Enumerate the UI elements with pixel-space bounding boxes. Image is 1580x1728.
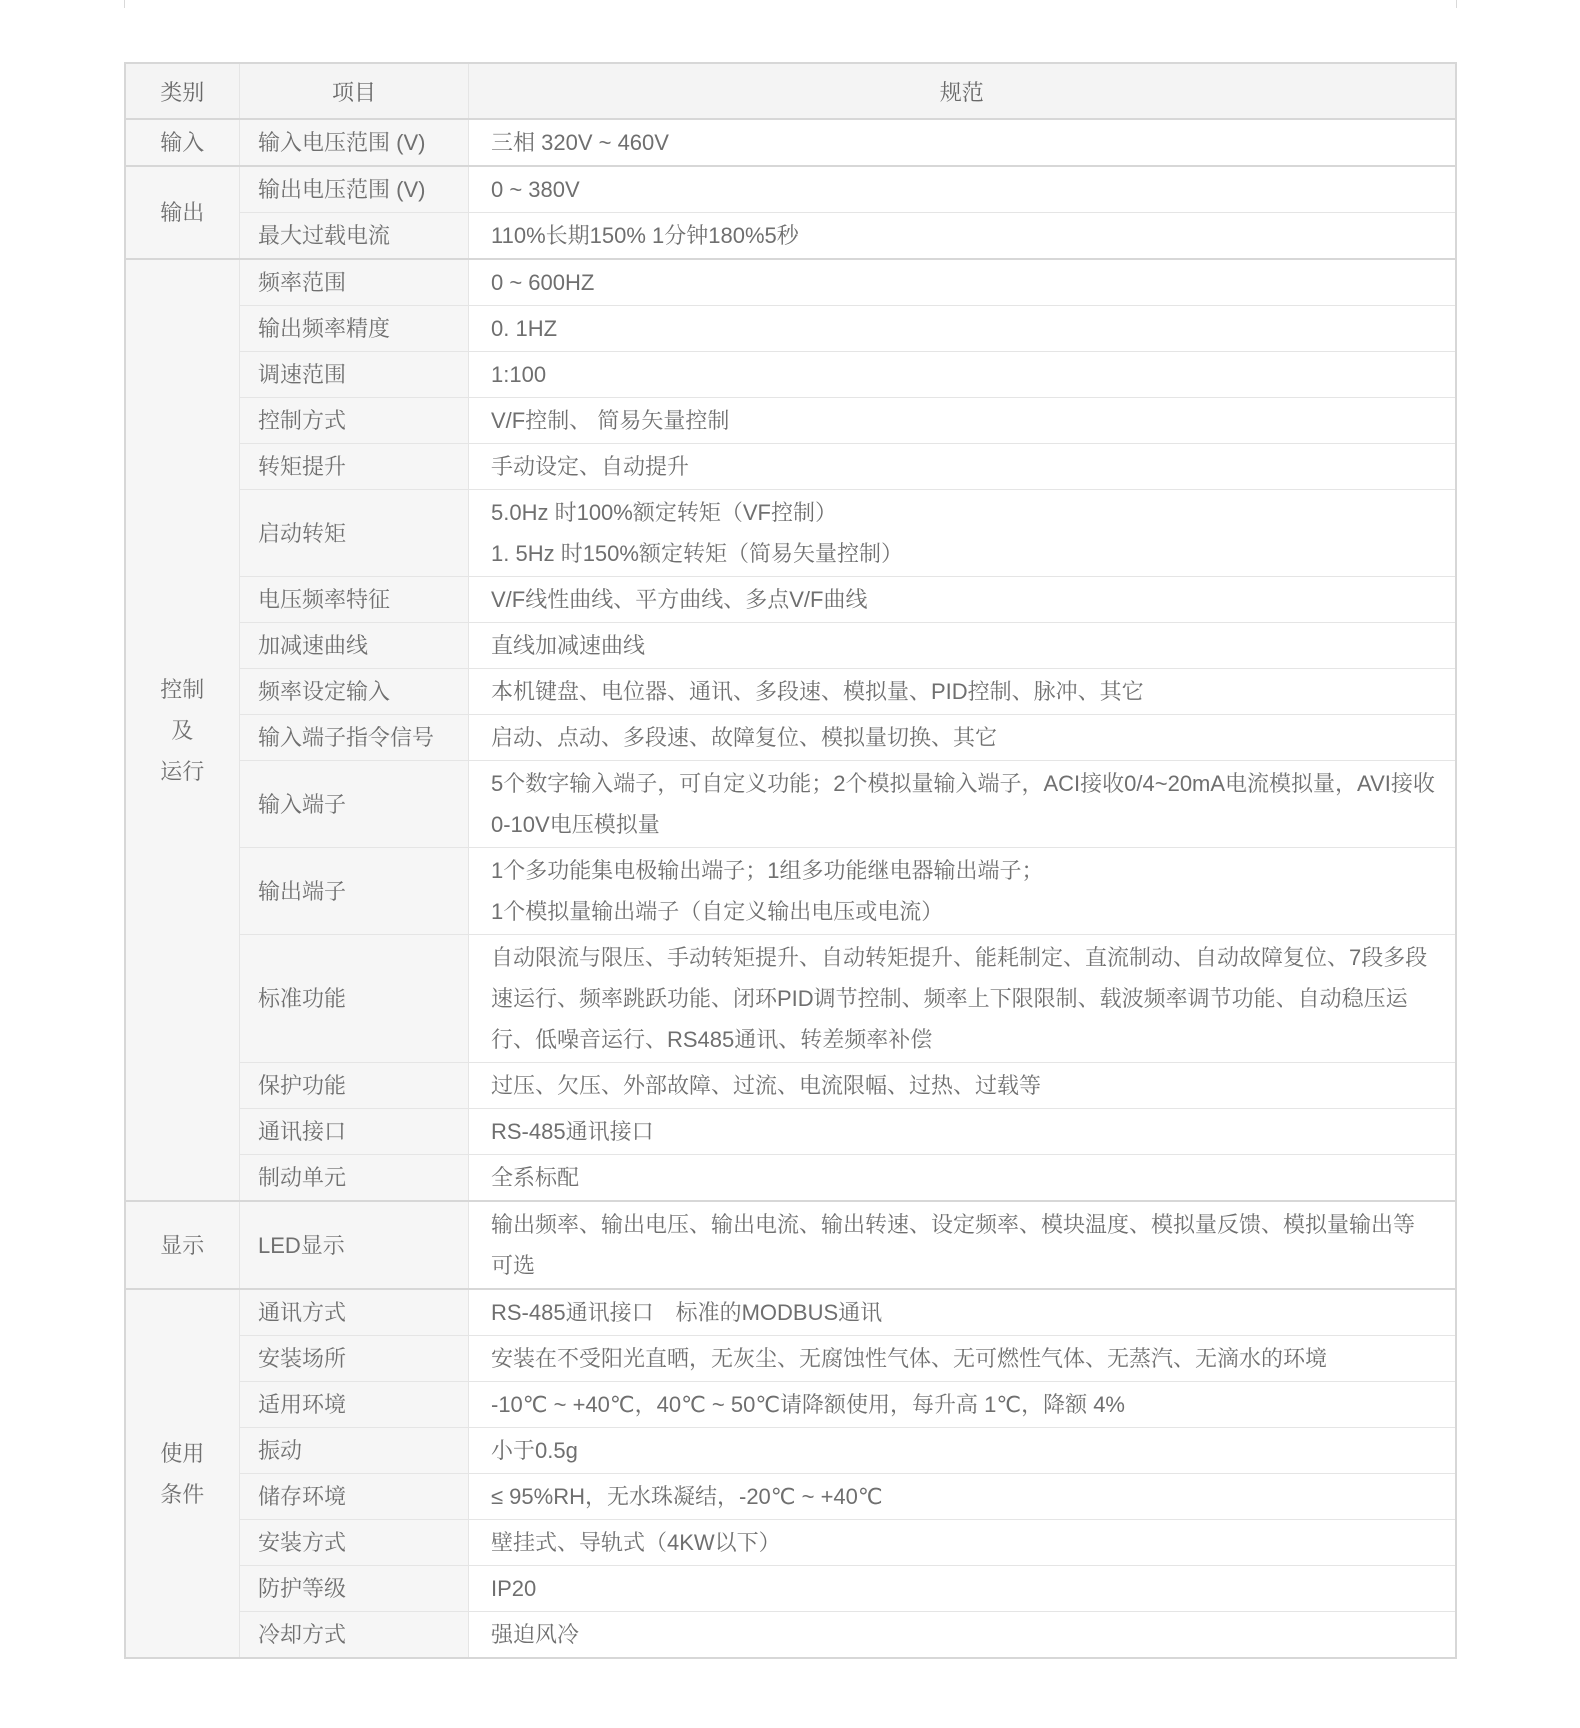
spec-cell bbox=[469, 490, 1456, 577]
spec-row bbox=[125, 444, 1456, 490]
spec-row bbox=[125, 306, 1456, 352]
spec-row bbox=[125, 1612, 1456, 1659]
spec-line: 1个模拟量输出端子（自定义输出电压或电流） bbox=[491, 899, 944, 924]
spec-row bbox=[125, 1566, 1456, 1612]
spec-row bbox=[125, 119, 1456, 166]
item-cell: 输入端子指令信号 bbox=[240, 715, 469, 761]
spec-row bbox=[125, 715, 1456, 761]
spec-cell bbox=[469, 761, 1456, 848]
spec-cell bbox=[469, 577, 1456, 623]
spec-row bbox=[125, 259, 1456, 306]
spec-cell bbox=[469, 1289, 1456, 1336]
item-cell: 通讯方式 bbox=[240, 1289, 469, 1336]
spec-cell bbox=[469, 1566, 1456, 1612]
item-cell: 振动 bbox=[240, 1428, 469, 1474]
spec-line: IP20 bbox=[491, 1576, 537, 1601]
spec-row bbox=[125, 1336, 1456, 1382]
spec-row bbox=[125, 1289, 1456, 1336]
spec-row bbox=[125, 669, 1456, 715]
item-cell: 加减速曲线 bbox=[240, 623, 469, 669]
spec-row bbox=[125, 1474, 1456, 1520]
spec-row bbox=[125, 623, 1456, 669]
category-line: 输出 bbox=[160, 200, 205, 225]
item-cell: 电压频率特征 bbox=[240, 577, 469, 623]
spec-cell bbox=[469, 119, 1456, 166]
header-cell-spec: 规范 bbox=[469, 63, 1456, 119]
spec-line: 强迫风冷 bbox=[491, 1622, 580, 1647]
spec-row bbox=[125, 577, 1456, 623]
item-cell: 频率范围 bbox=[240, 259, 469, 306]
item-cell: 安装方式 bbox=[240, 1520, 469, 1566]
spec-line: 1个多功能集电极输出端子；1组多功能继电器输出端子； bbox=[491, 858, 1044, 883]
spec-line: RS-485通讯接口 标准的MODBUS通讯 bbox=[491, 1300, 883, 1325]
spec-line: 0 ~ 380V bbox=[491, 177, 580, 202]
spec-row bbox=[125, 1155, 1456, 1202]
category-cell bbox=[125, 1201, 240, 1289]
spec-line: 启动、点动、多段速、故障复位、模拟量切换、其它 bbox=[491, 725, 998, 750]
spec-row bbox=[125, 490, 1456, 577]
spec-line: -10℃ ~ +40℃，40℃ ~ 50℃请降额使用，每升高 1℃，降额 4% bbox=[491, 1392, 1125, 1417]
spec-line: 三相 320V ~ 460V bbox=[491, 130, 669, 155]
category-line: 使用 bbox=[160, 1440, 205, 1466]
category-line: 运行 bbox=[160, 758, 205, 784]
item-cell: 输入电压范围 (V) bbox=[240, 119, 469, 166]
item-cell: 储存环境 bbox=[240, 1474, 469, 1520]
spec-line: V/F线性曲线、平方曲线、多点V/F曲线 bbox=[491, 587, 868, 612]
spec-row bbox=[125, 848, 1456, 935]
spec-line: 0 ~ 600HZ bbox=[491, 270, 595, 295]
spec-row bbox=[125, 1109, 1456, 1155]
category-line: 及 bbox=[171, 717, 194, 743]
item-cell: 输出电压范围 (V) bbox=[240, 166, 469, 213]
item-cell: 控制方式 bbox=[240, 398, 469, 444]
spec-row bbox=[125, 1520, 1456, 1566]
cropped-line-stub-left bbox=[124, 0, 125, 8]
spec-line: 自动限流与限压、手动转矩提升、自动转矩提升、能耗制定、直流制动、自动故障复位、7段多段速运行、频率跳跃功能、闭环PID调节控制、频率上下限限制、载波频率调节功能、自动稳压运行、低噪音运行、RS485通讯、转差频率补偿 bbox=[491, 945, 1428, 1052]
spec-cell bbox=[469, 213, 1456, 260]
category-line: 条件 bbox=[160, 1481, 205, 1507]
spec-line: 全系标配 bbox=[491, 1165, 580, 1190]
spec-cell bbox=[469, 1201, 1456, 1289]
spec-cell bbox=[469, 1382, 1456, 1428]
header-row bbox=[125, 63, 1456, 119]
category-cell bbox=[125, 259, 240, 1201]
spec-cell bbox=[469, 1109, 1456, 1155]
category-line: 显示 bbox=[160, 1232, 205, 1258]
spec-row bbox=[125, 352, 1456, 398]
spec-cell bbox=[469, 848, 1456, 935]
spec-line: 1:100 bbox=[491, 362, 547, 387]
spec-line: 安装在不受阳光直晒，无灰尘、无腐蚀性气体、无可燃性气体、无蒸汽、无滴水的环境 bbox=[491, 1346, 1328, 1371]
spec-cell bbox=[469, 1063, 1456, 1109]
spec-cell bbox=[469, 669, 1456, 715]
spec-cell bbox=[469, 306, 1456, 352]
spec-cell bbox=[469, 623, 1456, 669]
spec-cell bbox=[469, 1612, 1456, 1659]
category-line: 输入 bbox=[160, 130, 205, 155]
spec-cell bbox=[469, 352, 1456, 398]
header-cell-category: 类别 bbox=[125, 63, 240, 119]
spec-line: 过压、欠压、外部故障、过流、电流限幅、过热、过载等 bbox=[491, 1073, 1042, 1098]
item-cell: 制动单元 bbox=[240, 1155, 469, 1202]
item-cell: 调速范围 bbox=[240, 352, 469, 398]
spec-line: 输出频率、输出电压、输出电流、输出转速、设定频率、模块温度、模拟量反馈、模拟量输出等可选 bbox=[491, 1212, 1416, 1278]
spec-cell bbox=[469, 444, 1456, 490]
spec-cell bbox=[469, 1155, 1456, 1202]
spec-row bbox=[125, 213, 1456, 260]
spec-line: 直线加减速曲线 bbox=[491, 633, 646, 658]
item-cell: 转矩提升 bbox=[240, 444, 469, 490]
category-cell bbox=[125, 1289, 240, 1658]
spec-row bbox=[125, 1428, 1456, 1474]
spec-cell bbox=[469, 259, 1456, 306]
spec-line: 本机键盘、电位器、通讯、多段速、模拟量、PID控制、脉冲、其它 bbox=[491, 679, 1144, 704]
spec-row bbox=[125, 166, 1456, 213]
item-cell: 输出端子 bbox=[240, 848, 469, 935]
spec-line: 壁挂式、导轨式（4KW以下） bbox=[491, 1530, 781, 1555]
cropped-line-stub-right bbox=[1456, 0, 1457, 8]
spec-cell bbox=[469, 1474, 1456, 1520]
spec-line: 5.0Hz 时100%额定转矩（VF控制） bbox=[491, 500, 837, 525]
spec-cell bbox=[469, 935, 1456, 1063]
spec-cell bbox=[469, 1520, 1456, 1566]
spec-line: V/F控制、 简易矢量控制 bbox=[491, 408, 730, 433]
spec-line: ≤ 95%RH，无水珠凝结，-20℃ ~ +40℃ bbox=[491, 1484, 883, 1509]
item-cell: 标准功能 bbox=[240, 935, 469, 1063]
category-cell bbox=[125, 166, 240, 259]
spec-line: 110%长期150% 1分钟180%5秒 bbox=[491, 223, 799, 248]
spec-row bbox=[125, 398, 1456, 444]
spec-row bbox=[125, 935, 1456, 1063]
spec-cell bbox=[469, 1428, 1456, 1474]
category-cell bbox=[125, 119, 240, 166]
item-cell: 启动转矩 bbox=[240, 490, 469, 577]
spec-line: 小于0.5g bbox=[491, 1438, 578, 1463]
spec-line: 手动设定、自动提升 bbox=[491, 454, 690, 479]
item-cell: 输出频率精度 bbox=[240, 306, 469, 352]
spec-sheet bbox=[124, 62, 1457, 1659]
item-cell: 适用环境 bbox=[240, 1382, 469, 1428]
item-cell: 通讯接口 bbox=[240, 1109, 469, 1155]
spec-row bbox=[125, 761, 1456, 848]
item-cell: 防护等级 bbox=[240, 1566, 469, 1612]
spec-cell bbox=[469, 1336, 1456, 1382]
item-cell: 输入端子 bbox=[240, 761, 469, 848]
item-cell: 保护功能 bbox=[240, 1063, 469, 1109]
item-cell: 最大过载电流 bbox=[240, 213, 469, 260]
spec-cell bbox=[469, 398, 1456, 444]
spec-row bbox=[125, 1201, 1456, 1289]
item-cell: LED显示 bbox=[240, 1201, 469, 1289]
spec-cell bbox=[469, 166, 1456, 213]
item-cell: 安装场所 bbox=[240, 1336, 469, 1382]
header-cell-item: 项目 bbox=[240, 63, 469, 119]
spec-line: 1. 5Hz 时150%额定转矩（简易矢量控制） bbox=[491, 541, 903, 566]
spec-row bbox=[125, 1382, 1456, 1428]
spec-table bbox=[124, 62, 1457, 1659]
spec-row bbox=[125, 1063, 1456, 1109]
spec-line: 5个数字输入端子，可自定义功能；2个模拟量输入端子，ACI接收0/4~20mA电流模拟量，AVI接收0-10V电压模拟量 bbox=[491, 771, 1435, 837]
category-line: 控制 bbox=[160, 676, 205, 702]
spec-cell bbox=[469, 715, 1456, 761]
item-cell: 频率设定输入 bbox=[240, 669, 469, 715]
spec-line: 0. 1HZ bbox=[491, 316, 558, 341]
item-cell: 冷却方式 bbox=[240, 1612, 469, 1659]
spec-line: RS-485通讯接口 bbox=[491, 1119, 654, 1144]
